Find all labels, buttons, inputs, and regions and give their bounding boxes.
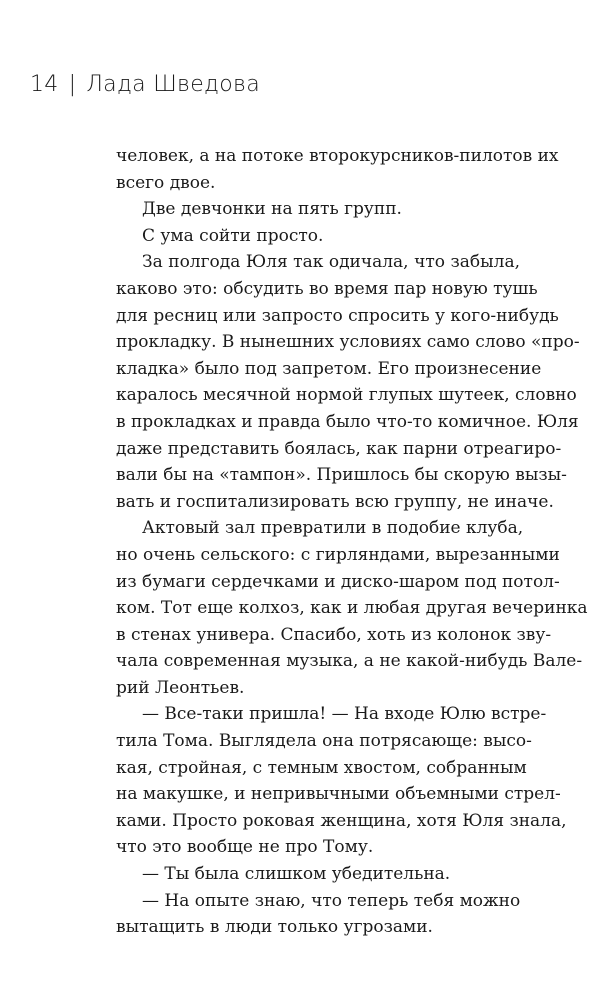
running-header [30,72,260,97]
text-line: в прокладках и правда было что-то комичное. Юля [116,411,579,432]
text-line: За полгода Юля так одичала, что забыла, [142,252,520,273]
text-line: — На опыте знаю, что теперь тебя можно [142,890,521,911]
text-line: но очень сельского: с гирляндами, вырезанными [116,544,560,565]
text-line: кая, стройная, с темным хвостом, собранным [116,757,527,778]
text-line: С ума сойти просто. [142,225,324,246]
text-line: всего двое. [116,172,216,193]
text-line: вытащить в люди только угрозами. [116,917,433,938]
author-name: Лада Шведова [86,72,260,97]
text-line: вать и госпитализировать всю группу, не иначе. [116,491,554,512]
text-line: рий Леонтьев. [116,677,245,698]
text-line: человек, а на потоке второкурсников-пилотов их [116,146,559,166]
text-line: ком. Тот еще колхоз, как и любая другая вечеринка [116,598,588,619]
text-line: Две девчонки на пять групп. [142,199,402,220]
text-line: кладка» было под запретом. Его произнесение [116,358,542,379]
text-line: вали бы на «тампон». Пришлось бы скорую вызы- [116,465,567,486]
body-text [116,143,588,941]
text-line: что это вообще не про Тому. [116,837,374,858]
text-line: на макушке, и непривычными объемными стрел- [116,784,561,805]
text-line: каково это: обсудить во время пар новую тушь [116,278,538,299]
text-line: даже представить боялась, как парни отреагиро- [116,438,562,459]
text-line: тила Тома. Выглядела она потрясающе: высо- [116,731,532,752]
text-line: чала современная музыка, а не какой-нибудь Вале- [116,651,583,672]
header-separator: | [68,72,77,97]
text-line: прокладку. В нынешних условиях само слово «про- [116,332,580,353]
text-line: ками. Просто роковая женщина, хотя Юля знала, [116,810,567,831]
text-line: — Ты была слишком убедительна. [142,864,451,885]
text-line: Актовый зал превратили в подобие клуба, [142,518,524,539]
text-line: для ресниц или запросто спросить у кого-нибудь [116,305,559,326]
text-line: каралось месячной нормой глупых шутеек, словно [116,385,577,406]
text-line: в стенах универа. Спасибо, хоть из колонок зву- [116,624,552,645]
page-number: 14 [30,72,59,97]
text-line: из бумаги сердечками и диско-шаром под потол- [116,571,560,592]
text-line: — Все-таки пришла! — На входе Юлю встре- [142,704,547,725]
